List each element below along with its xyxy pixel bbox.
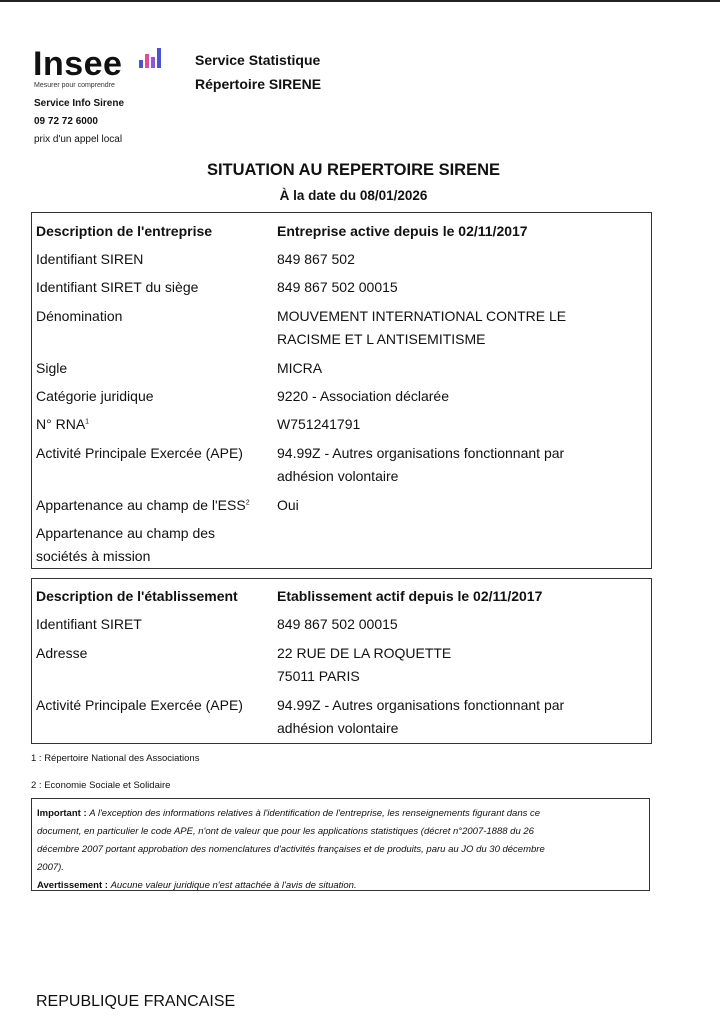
info-sirene-note: prix d'un appel local — [34, 134, 123, 145]
repertoire-sirene: Répertoire SIRENE — [195, 76, 322, 92]
rna-value: W751241791 — [277, 416, 361, 432]
document-date: À la date du 08/01/2026 — [279, 188, 428, 203]
important-text-line1: A l'exception des informations relatives à l'identification de l'entreprise, les renseignements figurant dans ce — [89, 808, 541, 819]
etablissement-heading-label: Description de l'établissement — [36, 588, 238, 604]
rna-label-text: N° RNA — [36, 416, 86, 432]
entreprise-heading-value: Entreprise active depuis le 02/11/2017 — [277, 223, 528, 239]
footnote-2: 2 : Economie Sociale et Solidaire — [31, 780, 171, 791]
logo-bar — [139, 60, 143, 68]
adresse-value-line1: 22 RUE DE LA ROQUETTE — [277, 645, 452, 661]
etablissement-heading-value: Etablissement actif depuis le 02/11/2017 — [277, 588, 543, 604]
ess-footnote-ref: 2 — [245, 499, 250, 507]
logo-tagline: Mesurer pour comprendre — [34, 82, 115, 89]
important-text-line4: 2007). — [37, 862, 64, 873]
ape-etablissement-label: Activité Principale Exercée (APE) — [36, 697, 243, 713]
info-sirene-phone: 09 72 72 6000 — [34, 116, 98, 127]
footnote-1: 1 : Répertoire National des Associations — [31, 753, 200, 764]
sigle-value: MICRA — [277, 360, 323, 376]
denomination-value-line2: RACISME ET L ANTISEMITISME — [277, 331, 486, 347]
categorie-juridique-value: 9220 - Association déclarée — [277, 388, 449, 404]
denomination-value-line1: MOUVEMENT INTERNATIONAL CONTRE LE — [277, 308, 567, 324]
adresse-label: Adresse — [36, 645, 88, 661]
logo-bar — [151, 57, 155, 68]
etablissement-section — [31, 578, 652, 744]
important-line1 — [37, 805, 641, 823]
categorie-juridique-label: Catégorie juridique — [36, 388, 154, 404]
warning-text: Aucune valeur juridique n'est attachée à l'avis de situation. — [110, 880, 357, 891]
mission-label-line2: sociétés à mission — [36, 548, 151, 564]
siret-siege-value: 849 867 502 00015 — [277, 279, 398, 295]
republique-francaise: REPUBLIQUE FRANCAISE — [36, 993, 236, 1010]
siret-value: 849 867 502 00015 — [277, 616, 398, 632]
warning-line — [37, 877, 641, 895]
rna-label — [36, 413, 271, 436]
ape-entreprise-value-line1: 94.99Z - Autres organisations fonctionnant par — [277, 445, 565, 461]
important-notice — [31, 798, 650, 891]
insee-logo — [33, 44, 173, 94]
siret-siege-label: Identifiant SIRET du siège — [36, 279, 199, 295]
service-statistique: Service Statistique — [195, 52, 321, 68]
siren-label: Identifiant SIREN — [36, 251, 144, 267]
top-border-line — [0, 0, 720, 2]
ape-etablissement-value-line2: adhésion volontaire — [277, 720, 399, 736]
ess-value: Oui — [277, 497, 299, 513]
important-label: Important : — [37, 808, 87, 819]
warning-label: Avertissement : — [37, 880, 108, 891]
ape-entreprise-value-line2: adhésion volontaire — [277, 468, 399, 484]
entreprise-heading-label: Description de l'entreprise — [36, 223, 213, 239]
sigle-label: Sigle — [36, 360, 68, 376]
ape-entreprise-label: Activité Principale Exercée (APE) — [36, 445, 243, 461]
mission-label-line1: Appartenance au champ des — [36, 525, 216, 541]
logo-bar — [157, 48, 161, 68]
ape-etablissement-value-line1: 94.99Z - Autres organisations fonctionnant par — [277, 697, 565, 713]
ess-label-text: Appartenance au champ de l'ESS — [36, 497, 246, 513]
denomination-label: Dénomination — [36, 308, 123, 324]
important-text-line3: décembre 2007 portant approbation des nomenclatures d'activités françaises et de produits, paru au JO du 30 décembre — [37, 844, 545, 855]
ess-label — [36, 494, 271, 517]
siret-label: Identifiant SIRET — [36, 616, 142, 632]
bar-chart-icon — [139, 48, 161, 68]
siren-value: 849 867 502 — [277, 251, 355, 267]
important-text-line2: document, en particulier le code APE, n'ont de valeur que pour les applications statistiques (décret n°2007-1888 du 26 — [37, 826, 534, 837]
info-sirene-title: Service Info Sirene — [34, 98, 125, 109]
logo-wordmark: Insee — [33, 45, 123, 83]
logo-bar — [145, 54, 149, 68]
entreprise-section — [31, 212, 652, 569]
rna-footnote-ref: 1 — [85, 418, 90, 426]
document-title: SITUATION AU REPERTOIRE SIRENE — [206, 161, 501, 179]
adresse-value-line2: 75011 PARIS — [277, 668, 360, 684]
